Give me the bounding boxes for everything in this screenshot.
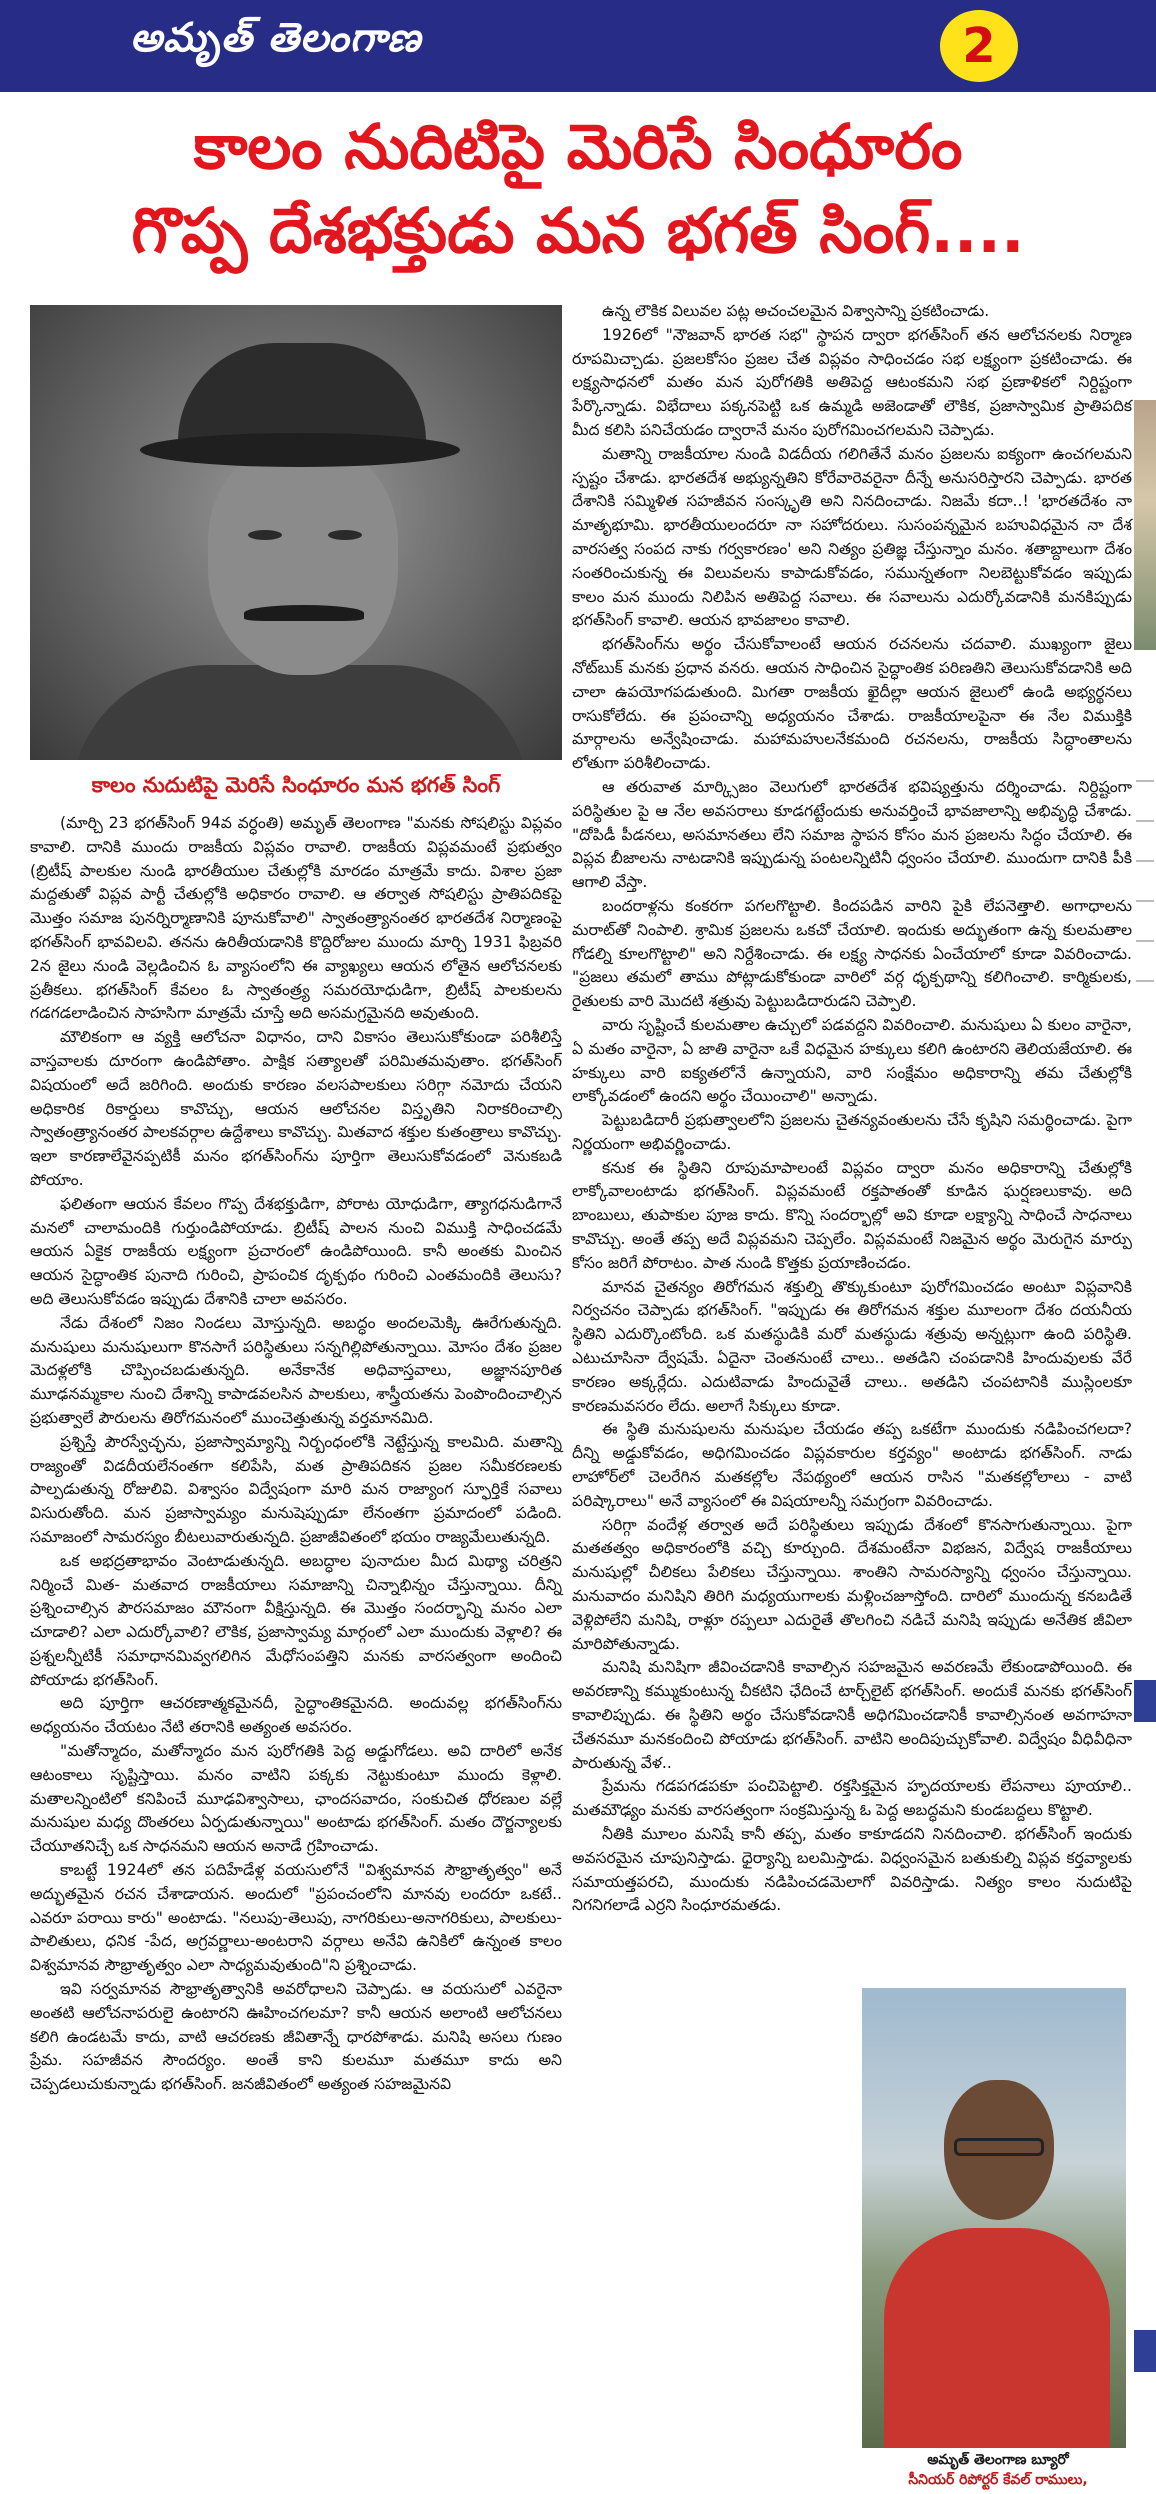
- article-paragraph: ఆ తరువాత మార్క్సిజం వెలుగులో భారతదేశ భవిష్యత్తును దర్శించాడు. నిర్దిష్టంగా పరిస్థితుల పై ఆ నేల అవసరాలు కూడగట్టేందుకు అనువర్తించే భావజాలాన్ని అభివృద్ధి చేశాడు. "దోపిడీ పీడనలు, అసమానతలు లేని సమాజ స్థాపన కోసం మన ప్రజలను సిద్ధం చేయాలి. ఈ విప్లవ బీజాలను నాటడానికి ఇప్పుడున్న పంటలన్నిటినీ ధ్వంసం చేయాలి. ముందుగా దానికి పీకి ఆగాలి వేస్తా.: [572, 777, 1132, 892]
- portrait-mustache: [244, 605, 364, 621]
- adjacent-page-text-line: [1136, 780, 1154, 782]
- portrait-eye-left: [248, 530, 282, 540]
- headline-line-1: కాలం నుదిటిపై మెరిసే సింధూరం: [193, 110, 963, 183]
- article-paragraph: సరిగ్గా వందేళ్ల తర్వాత అదే పరిస్థితులు ఇప్పుడు దేశంలో కొనసాగుతున్నాయి. పైగా మతతత్వం అధికారంలోకి వచ్చి కూర్చుంది. దేశమంటేనా విభజన, విద్వేష రాజకీయాలు మనుషుల్లో చీలికలు పేలికలు చేస్తున్నాయి. శాంతిని సామరస్యాన్ని ధ్వంసం చేస్తున్నాయి. మనువాదం మనిషిని తిరిగి మధ్యయుగాలకు మళ్లించజూస్తోంది. దారిలో ముందున్న కనబడితే వెళ్లిపోలేని మనిషి, రాళ్లూ రప్పలూ ఎదురైతే తొలగించి నడిచే మనిషి ఇప్పుడు అనేతిక జీవిలా మారిపోతున్నాడు.: [572, 1515, 1132, 1653]
- article-paragraph: ఈ స్థితి మనుషులను మనుషుల చేయడం తప్ప ఒకటేగా ముందుకు నడిపించగలదా? దీన్ని అడ్డుకోవడం, అధిగమించడం విప్లవకారుల కర్తవ్యం" అంటాడు భగత్‌సింగ్. నాడు లాహోర్‌లో చెలరేగిన మతకల్లోల నేపథ్యంలో ఆయన రాసిన "మతకల్లోలాలు - వాటి పరిష్కారాలు" అనే వ్యాసంలో ఈ విషయాలన్నీ సమగ్రంగా వివరించాడు.: [572, 1420, 1132, 1510]
- page-number-badge: [940, 10, 1018, 82]
- author-caption: [862, 2450, 1134, 2490]
- article-paragraph: 1926లో "నౌజవాన్ భారత సభ" స్థాపన ద్వారా భగత్‌సింగ్ తన ఆలోచనలకు నిర్మాణ రూపమిచ్చాడు. ప్రజలకోసం ప్రజల చేత విప్లవం సాధించడం సభ లక్ష్యంగా ప్రకటించాడు. ఈ లక్ష్యసాధనలో మతం మన పురోగతికి అతిపెద్ద ఆటంకమని సభ ప్రణాళికలో నిర్దిష్టంగా పేర్కొన్నాడు. విభేదాలు పక్కనపెట్టి ఒక ఉమ్మడి అజెండాతో లౌకిక, ప్రజాస్వామిక ప్రాతిపదిక మీద కలిసి పనిచేయడం ద్వారానే మనం పురోగమించగలమని చెప్పాడు.: [572, 325, 1132, 439]
- article-paragraph: కనుక ఈ స్థితిని రూపుమాపాలంటే విప్లవం ద్వారా మనం అధికారాన్ని చేతుల్లోకి లాక్కోవాలంటాడు భగత్‌సింగ్. విప్లవమంటే రక్తపాతంతో కూడిన ఘర్షణలుకావు. అది బాంబులు, తుపాకుల పూజ కాదు. కొన్ని సందర్భాల్లో అవి కూడా లక్ష్యాన్ని సాధించే సాధనాలు కావొచ్చు. అంతే తప్ప అదే విప్లవమని చెప్పలేం. విప్లవమంటే నిజమైన అర్థం మెరుగైన మార్పు కోసం జరిగే పోరాటం. పాత నుండి కొత్తకు ప్రయాణించడం.: [572, 1158, 1132, 1272]
- photo-caption: కాలం నుదుటిపై మెరిసే సింధూరం మన భగత్ సింగ్: [91, 773, 501, 797]
- article-paragraph: ప్రశ్నిస్తే పౌరస్వేచ్ఛను, ప్రజాస్వామ్యాన్ని నిర్బంధంలోకి నెట్టేస్తున్న కాలమిది. మతాన్ని రాజ్యంతో విడదీయలేనంతగా కలిపేసి, మత ప్రాతిపదికన ప్రజల సమీకరణలకు పాల్పడుతున్న రోజులివి. విశ్వాసం విద్వేషంగా మారి మన రాజ్యాంగ స్ఫూర్తికే సవాలు విసురుతోంది. మన ప్రజాస్వామ్యం మనుషెప్పుడూ లేనంతగా ప్రమాదంలో పడింది. సమాజంలో సామరస్యం బీటలువారుతున్నది. ప్రజాజీవితంలో భయం రాజ్యమేలుతున్నది.: [30, 1432, 563, 1546]
- adjacent-page-text-line: [1136, 820, 1154, 822]
- article-paragraph: ఉన్న లౌకిక విలువల పట్ల అచంచలమైన విశ్వాసాన్ని ప్రకటించాడు.: [602, 302, 990, 320]
- author-caption-line-2: సీనియర్ రిపోర్టర్ కేవల్ రాములు,: [908, 2472, 1088, 2488]
- portrait-eye-right: [328, 530, 362, 540]
- article-paragraph: "మతోన్మాదం, మతోన్మాదం మన పురోగతికి పెద్ద అడ్డుగోడలు. అవి దారిలో అనేక ఆటంకాలు సృష్టిస్తాయి. మనం వాటిని పక్కకు నెట్టుకుంటూ ముందు కెళ్లాలి. మతాలన్నింటిలో కనిపించే మూఢవిశ్వాసాలు, ఛాందసవాదం, సంకుచిత ధోరణుల వల్లే మనుషుల మధ్య దొంతరలు ఏర్పడుతున్నాయి" అంటాడు భగత్‌సింగ్. మతం దౌర్జన్యాలకు చేయూతనిచ్చే ఒక సాధనమని ఆయన అనాడే గ్రహించాడు.: [30, 1742, 562, 1856]
- masthead-band: [0, 0, 1156, 92]
- bhagat-singh-portrait: [30, 305, 562, 760]
- adjacent-page-text-line: [1136, 860, 1154, 862]
- adjacent-page-text-line: [1136, 900, 1154, 902]
- article-paragraph: మతాన్ని రాజకీయాల నుండి విడదీయ గలిగితేనే మనం ప్రజలను ఐక్యంగా ఉంచగలమని స్పష్టం చేశాడు. భారతదేశ అభ్యున్నతిని కోరేవారెవరైనా దీన్నే అనుసరిస్తారని చెప్పాడు. భారత దేశానికి సమ్మిళిత సహజీవన సంస్కృతి అని నినదించాడు. నిజమే కదా..! 'భారతదేశం నా మాతృభూమి. భారతీయులందరూ నా సహోదరులు. సుసంపన్నమైన బహువిధమైన నా దేశ వారసత్వ సంపద నాకు గర్వకారణం' అని నిత్యం ప్రతిజ్ఞ చేస్తున్నాం మనం. శతాబ్దాలుగా దేశం సంతరించుకున్న ఈ విలువలను కాపాడుకోవడం, సమున్నతంగా నిలబెట్టుకోవడం ఇప్పుడు కాలం మన ముందు నిలిపిన అతిపెద్ద సవాలు. ఈ సవాలును ఎదుర్కోవడానికి మనకిప్పుడు భగత్‌సింగ్ కావాలి. ఆయన భావజాలం కావాలి.: [572, 444, 1132, 630]
- adjacent-page-photo: [1134, 400, 1156, 650]
- portrait-shoulders: [70, 665, 530, 760]
- adjacent-page-text-line: [1136, 980, 1154, 982]
- article-right-column: [572, 300, 1132, 1918]
- article-paragraph: మౌలికంగా ఆ వ్యక్తి ఆలోచనా విధానం, దాని వికాసం తెలుసుకోకుండా పరిశీలిస్తే వాస్తవాలకు దూరంగా ఉండిపోతాం. పాక్షిక సత్యాలతో పరిమితమవుతాం. భగత్‌సింగ్ విషయంలో అదే జరిగింది. అందుకు కారణం వలసపాలకులు సరిగ్గా నమోదు చేయని అధికారిక రికార్డులు కావొచ్చు, ఆయన ఆలోచనల విస్తృతిని నిరాకరించాల్సి స్వాతంత్ర్యానంతర పాలకవర్గాల ఉద్దేశాలు కావొచ్చు. మితవాద శక్తుల కుతంత్రాలు కావొచ్చు. ఇలా కారణాలేవైనప్పటికీ మనం భగత్‌సింగ్‌ను పూర్తిగా తెలుసుకోవడంలో వెనుకబడి పోయాం.: [30, 1028, 562, 1189]
- article-paragraph: వారు సృష్టించే కులమతాల ఉచ్చులో పడవద్దని వివరించాలి. మనుషులు ఏ కులం వారైనా, ఏ మతం వారైనా, ఏ జాతి వారైనా ఒకే విధమైన హక్కులు కలిగి ఉంటారని తెలియజేయాలి. ఈ హక్కులు వారి ఐక్యతలోనే ఉన్నాయని, వారి సంక్షేమం అధికారాన్ని తమ చేతుల్లోకి లాక్కోవడంలో ఉందని అర్థం చేయించాలి" అన్నాడు.: [572, 1015, 1132, 1106]
- article-paragraph: అది పూర్తిగా ఆచరణాత్మకమైనదీ, సైద్ధాంతికమైనది. అందువల్ల భగత్‌సింగ్‌ను అధ్యయనం చేయటం నేటి తరానికి అత్యంత అవసరం.: [30, 1694, 562, 1737]
- article-paragraph: (మార్చి 23 భగత్‌సింగ్ 94వ వర్ధంతి) అమృత్ తెలంగాణ "మనకు సోషలిస్టు విప్లవం కావాలి. దానికి ముందు రాజకీయ విప్లవం రావాలి. రాజకీయ విప్లవమంటే ప్రభుత్వం (బ్రిటీష్ పాలకుల నుండి భారతీయుల చేతుల్లోకి మారడం మాత్రమే కాదు. విశాల ప్రజా మద్దతుతో విప్లవ పార్టీ చేతుల్లోకి అధికారం రావాలి. ఆ తర్వాత సోషలిస్టు ప్రాతిపదికపై మొత్తం సమాజ పునర్నిర్మాణానికి పూనుకోవాలి" స్వాతంత్ర్యానంతర భారతదేశ నిర్మాణంపై భగత్‌సింగ్ భావవిలవి. తనను ఉరితీయడానికి కొద్దిరోజుల ముందు మార్చి 1931 ఫిబ్రవరి 2న జైలు నుండి వెల్లడించిన ఓ వ్యాసంలోని ఈ వ్యాఖ్యలు ఆయన లోతైన ఆలోచనలకు ప్రతీకలు. భగత్‌సింగ్ కేవలం ఓ స్వాతంత్ర్య సమరయోధుడిగా, బ్రిటీష్ పాలకులను గడగడలాడించిన సాహసిగా మాత్రమే చూస్తే అది అసమగ్రమైనది అవుతుంది.: [30, 814, 562, 1023]
- article-left-column: [30, 812, 562, 2097]
- article-paragraph: ఫలితంగా ఆయన కేవలం గొప్ప దేశభక్తుడిగా, పోరాట యోధుడిగా, త్యాగధనుడిగానే మనలో చాలామందికి గుర్తుండిపోయాడు. బ్రిటీష్ పాలన నుంచి విముక్తి సాధించడమే ఆయన ఏకైక రాజకీయ లక్ష్యంగా ప్రచారంలో ఉండిపోయింది. కానీ అంతకు మించిన ఆయన సైద్ధాంతిక పునాది గురించి, ప్రాపంచిక దృక్పథం గురించి ఎంతమందికి తెలుసు? అది తెలుసుకోవడం ఇప్పుడు దేశానికి చాలా అవసరం.: [30, 1194, 562, 1308]
- author-glasses: [954, 2138, 1044, 2156]
- headline-line-2: గొప్ప దేశభక్తుడు మన భగత్ సింగ్....: [131, 194, 1025, 267]
- newspaper-title: అమృత్ తెలంగాణ: [130, 14, 422, 61]
- adjacent-page-edge: [1134, 300, 1156, 2494]
- article-paragraph: ఇవి సర్వమానవ సౌభ్రాతృత్వానికి అవరోధాలని చెప్పాడు. ఆ వయసులో ఎవరైనా అంతటి ఆలోచనాపరులై ఉంటారని ఊహించగలమా? కానీ ఆయన అలాంటి ఆలోచనలు కలిగి ఉండటమే కాదు, వాటి ఆచరణకు జీవితాన్నే ధారపోశాడు. మనిషి అసలు గుణం ప్రేమ. సహజీవన సౌందర్యం. అంతే కాని కులమూ మతమూ కాదు అని చెప్పడలుచుకున్నాడు భగత్‌సింగ్. జనజీవితంలో అత్యంత సహజమైనవి: [30, 1980, 562, 2094]
- portrait-hat-brim: [140, 433, 460, 467]
- article-paragraph: నేడు దేశంలో నిజం నిండలు మోస్తున్నది. అబద్ధం అందలమెక్కి ఊరేగుతున్నది. మనుషులు మనుషులుగా కొనసాగే పరిస్థితులు సన్నగిల్లిపోతున్నాయి. మోసం దేశం ప్రజల మెదళ్లలోకి చొప్పించబడుతున్నది. అనేకానేక అధివాస్తవాలు, అజ్ఞానపూరిత మూఢనమ్మకాల నుంచి దేశాన్ని కాపాడవలసిన పాలకులు, శాస్త్రీయతను పెంపొందించాల్సిన ప్రభుత్వాలే పౌరులను తిరోగమనంలో ముంచెత్తుతున్న వర్తమానమిది.: [30, 1313, 562, 1427]
- article-paragraph: బందరాళ్లను కంకరగా పగలగొట్టాలి. కిందపడిన వారిని పైకి లేపనెత్తాలి. అగాధాలను మరాట్‌తో నింపాలి. శ్రామిక ప్రజలను ఒకచో చేయాలి. ఇందుకు అద్భుతంగా ఉన్న కులమతాల గోడల్ని కూలగొట్టాలి" అని నిర్దేశించాడు. ఈ లక్ష్య సాధనకు ఏంచేయాలో కూడా వివరించాడు. "ప్రజలు తమలో తాము పోట్లాడుకోకుండా వారిలో వర్గ ధృక్పథాన్ని కలిగించాలి. కార్మికులకు, రైతులకు వారి మొదటి శత్రువు పెట్టుబడిదారుడని చెప్పాలి.: [572, 896, 1132, 1011]
- adjacent-page-header-bar: [1134, 1680, 1156, 1722]
- page-number: 2: [962, 18, 996, 74]
- article-paragraph: భగత్‌సింగ్‌ను అర్థం చేసుకోవాలంటే ఆయన రచనలను చదవాలి. ముఖ్యంగా జైలు నోట్‌బుక్ మనకు ప్రధాన వనరు. ఆయన సాధించిన సైద్ధాంతిక పరిణతిని తెలుసుకోవడానికి అది చాలా ఉపయోగపడుతుంది. మిగతా రాజకీయ ఖైదీల్లా ఆయన జైలులో ఉండి అభ్యర్థనలు రాసుకోలేదు. ఈ ప్రపంచాన్ని అధ్యయనం చేశాడు. రాజకీయాలపైనా ఈ నేల విముక్తికి మార్గాలను అన్వేషించాడు. మహామహులనేకమంది రచనలను, రాజకీయ సిద్ధాంతాలను లోతుగా పరిశీలించాడు.: [572, 635, 1132, 773]
- article-paragraph: ఒక అభద్రతాభావం వెంటాడుతున్నది. అబద్ధాల పునాదుల మీద మిథ్యా చరిత్రని నిర్మించే మిత- మతవాద రాజకీయాలు సమాజాన్ని చిన్నాభిన్నం చేస్తున్నాయి. దీన్ని ప్రశ్నించాల్సిన పౌరసమాజం మౌనంగా వీక్షిస్తున్నది. ఈ మొత్తం సందర్భాన్ని మనం ఎలా చూడాలి? ఎలా ఎదుర్కోవాలి? లౌకిక, ప్రజాస్వామ్య మార్గంలో ఎలా ముందుకు వెళ్లాలి? ఈ ప్రశ్నలన్నీటికీ సమాధానమివ్వగలిగిన మేధోసంపత్తిని మనకు వారసత్వంగా అందించి పోయాడు భగత్‌సింగ్.: [30, 1551, 562, 1689]
- adjacent-page-text-line: [1136, 940, 1154, 942]
- author-caption-line-1: అమృత్ తెలంగాణ బ్యూరో: [927, 2452, 1069, 2468]
- adjacent-page-header-bar: [1134, 2330, 1156, 2372]
- article-paragraph: ప్రేమను గడపగడపకూ పంచిపెట్టాలి. రక్తసిక్తమైన హృదయాలకు లేపనాలు పూయాలి.. మతమౌఢ్యం మనకు వారసత్వంగా సంక్రమిస్తున్న ఓ పెద్ద అబద్ధమని కుండబద్దలు కొట్టాలి.: [572, 1777, 1132, 1820]
- article-paragraph: మానవ చైతన్యం తిరోగమన శక్తుల్ని తొక్కుకుంటూ పురోగమించడం అంటూ విప్లవానికి నిర్వచనం చెప్పాడు భగత్‌సింగ్. "ఇప్పుడు ఈ తిరోగమన శక్తుల మూలంగా దేశం దయనీయ స్థితిని ఎదుర్కొంటోంది. ఒక మతస్థుడికి మరో మతస్థుడు శత్రువు అన్నట్లుగా ఉంది పరిస్థితి. ఎటుచూసినా ద్వేషమే. ఏదైనా చెంతనుంటే చాలు.. అతడిని చంపడానికి హిందువులకు వేరే కారణం అక్కర్లేదు. ఎదుటివాడు హిందువైతే చాలు.. అతడిని చంపటానికి ముస్లింలకూ కారణమవసరం లేదు. అలాగే సిక్కులు కూడా.: [572, 1277, 1132, 1415]
- portrait-face: [208, 445, 398, 675]
- author-shirt: [884, 2228, 1110, 2448]
- author-photo: [862, 1988, 1126, 2448]
- article-paragraph: పెట్టుబడిదారీ ప్రభుత్వాలలోని ప్రజలను చైతన్యవంతులను చేసే కృషిని సమర్థించాడు. పైగా నిర్ణయంగా అభివర్ణించాడు.: [572, 1111, 1132, 1153]
- article-paragraph: మనిషి మనిషిగా జీవించడానికి కావాల్సిన సహజమైన అవరణమే లేకుండాపోయింది. ఈ అవరణాన్ని కమ్ముకుంటున్న చీకటిని ఛేదించే టార్చ్‌లైట్ భగత్‌సింగ్. అందుకే మనకు భగత్‌సింగ్ కావాలిప్పుడు. ఈ స్థితిని అర్థం చేసుకోవడానికీ అధిగమించడానికీ కావాల్సినంత అవగాహనా చేతనమూ మనకందించి పోయాడు భగత్‌సింగ్. వాటిని అందిపుచ్చుకోవాలి. విద్వేషం వీధివీధినా పారుతున్న వేళ..: [572, 1658, 1132, 1772]
- article-paragraph: నీతికి మూలం మనిషే కానీ తప్ప, మతం కాకూడదని నినదించాలి. భగత్‌సింగ్ ఇందుకు అవసరమైన చూపునిస్తాడు. ధైర్యాన్ని బలమిస్తాడు. విధ్వంసమైన బతుకుల్ని విప్లవ కర్తవ్యాలకు సమాయత్తపరచి, ముందుకు నడిపించడమెలాగో వివరిస్తాడు. నిత్యం కాలం నుదుటిపై నిగనిగలాడే ఎర్రని సింధూరమతడు.: [572, 1825, 1132, 1915]
- article-paragraph: కాబట్టే 1924లో తన పదిహేడేళ్ల వయసులోనే "విశ్వమానవ సౌభ్రాతృత్వం" అనే అద్భుతమైన రచన చేశాడాయన. అందులో "ప్రపంచంలోని మానవు లందరూ ఒకటే.. ఎవరూ పరాయి కారు" అంటాడు. "నలుపు-తెలుపు, నాగరికులు-అనాగరికులు, పాలకులు-పాలితులు, ధనిక -పేద, అగ్రవర్ణాలు-అంటరాని వర్గాలు అనేవి ఉనికిలో ఉన్నంత కాలం విశ్వమానవ సౌభ్రాతృత్వం ఎలా సాధ్యమవుతుంది"ని ప్రశ్నించాడు.: [30, 1861, 562, 1975]
